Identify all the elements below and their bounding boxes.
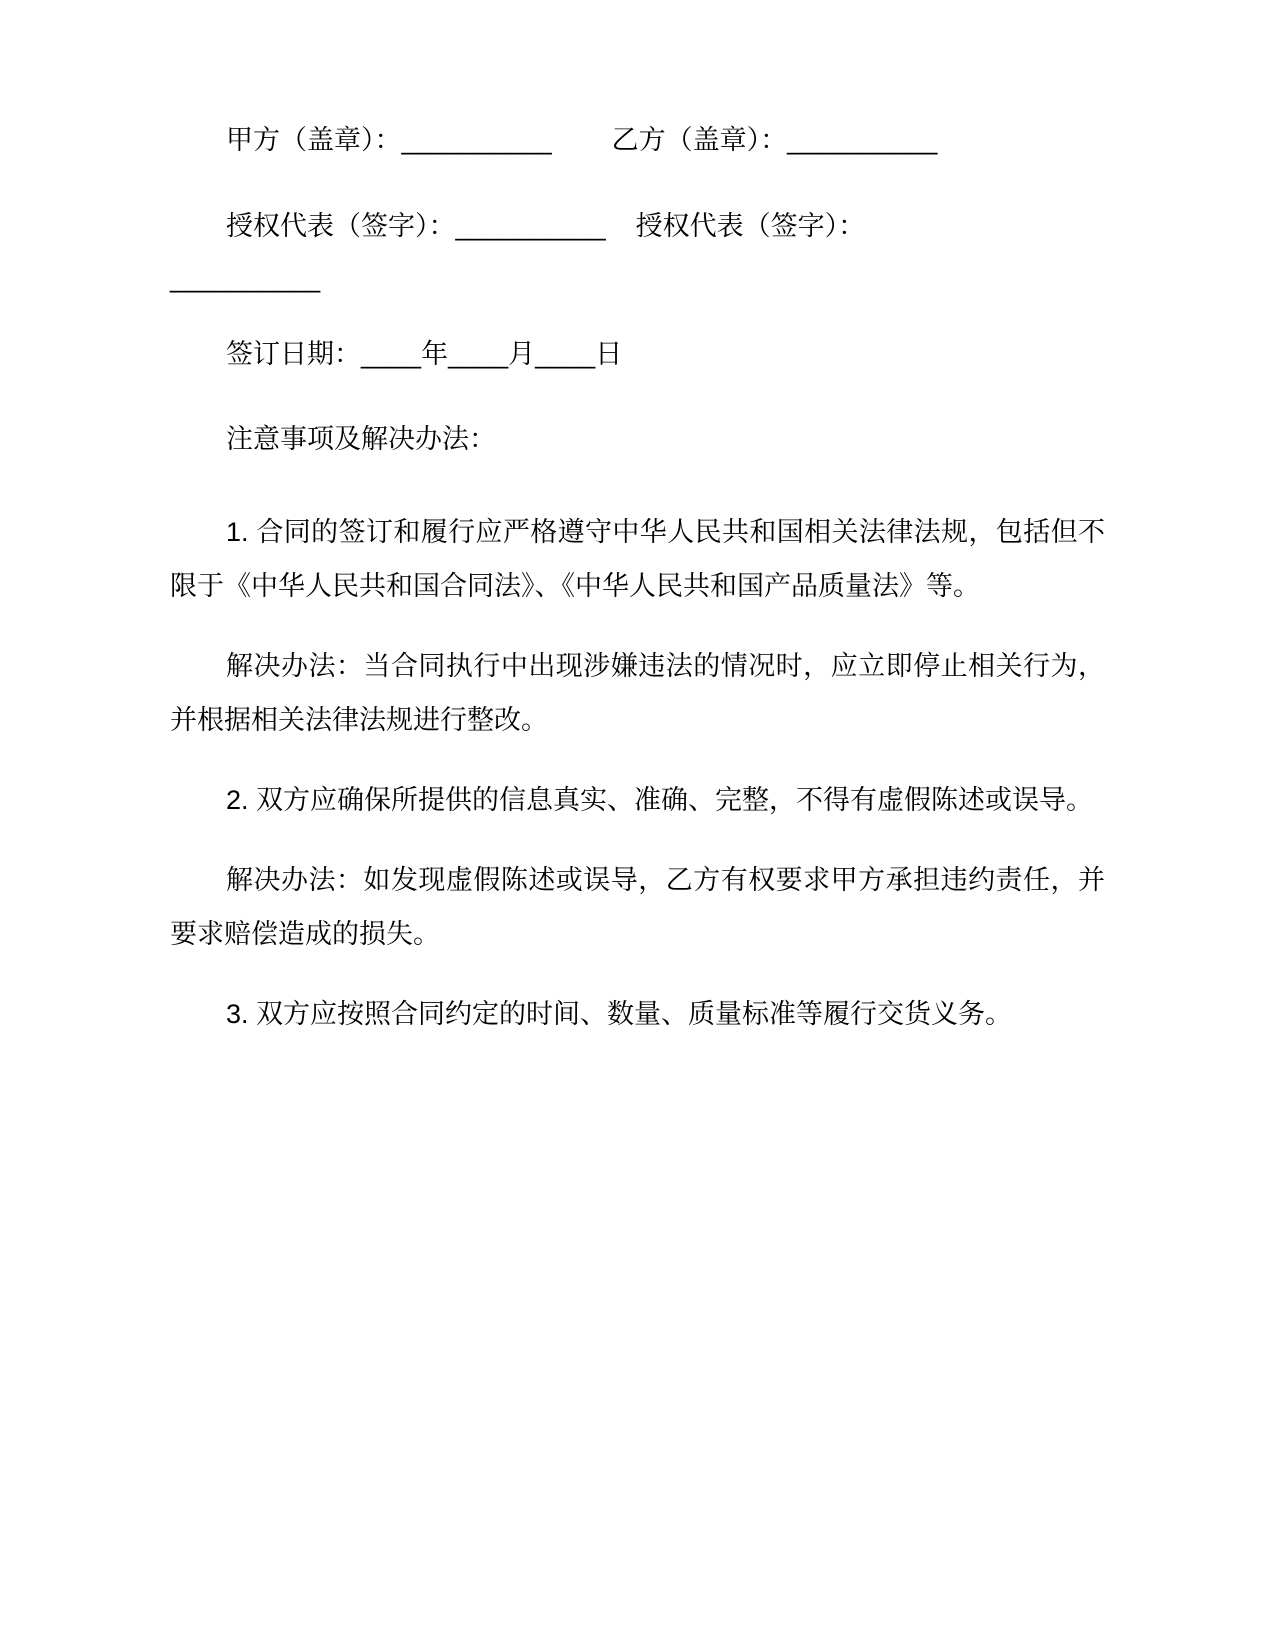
signature-date-line: 签订日期：____年____月____日 <box>226 338 623 369</box>
note-paragraph-2: 解决办法：当合同执行中出现涉嫌违法的情况时，应立即停止相关行为，并根据相关法律法规进行整改。 <box>170 651 1105 736</box>
note-paragraph-4: 解决办法：如发现虚假陈述或误导，乙方有权要求甲方承担违约责任，并要求赔偿造成的损失。 <box>170 865 1105 950</box>
signature-representatives-line-continued: __________ <box>170 262 321 293</box>
note-paragraph-5: 3. 双方应按照合同约定的时间、数量、质量标准等履行交货义务。 <box>226 999 1013 1030</box>
signature-parties-line: 甲方（盖章）：__________ 乙方（盖章）：__________ <box>226 125 938 155</box>
signature-representatives-line: 授权代表（签字）：__________ 授权代表（签字）： <box>226 210 866 241</box>
note-paragraph-1: 1. 合同的签订和履行应严格遵守中华人民共和国相关法律法规，包括但不限于《中华人民共和国合同法》、《中华人民共和国产品质量法》等。 <box>170 517 1105 602</box>
notes-heading: 注意事项及解决办法： <box>226 424 496 455</box>
note-paragraph-3: 2. 双方应确保所提供的信息真实、准确、完整，不得有虚假陈述或误导。 <box>226 785 1094 816</box>
document-body <box>170 120 1105 1041</box>
